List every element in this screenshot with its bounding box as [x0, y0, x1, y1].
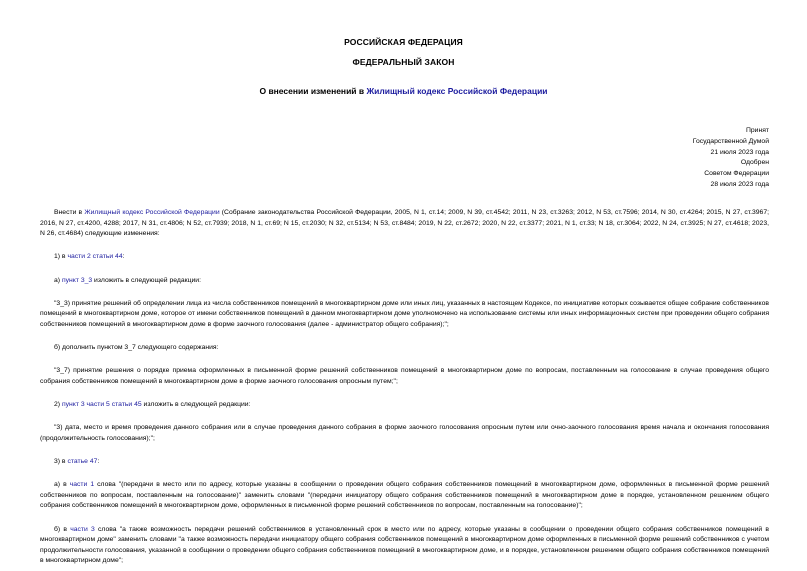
adopted-date: 21 июля 2023 года [710, 148, 769, 156]
item-3 [40, 457, 769, 468]
intro-post: (Собрание законодательства Российской Федерации, 2005, N 1, ст.14; 2009, N 39, ст.4542; 2011, N 23, ст.3263; 2012, N 53, ст.7596; 2014, N 30, ст.4264; 2015, N 27, ст.3967; 2016, N 27, ст.4200, 4288; 2017, N 31, ст.4806; N 52, ст.7939; 2018, N 1, ст.69; N 15, ст.2030; N 32, ст.5134; N 53, ст.8484; 2019, N 22, ст.2672; 2020, N 22, ст.3377; 2021, N 1, ст.33; N 18, ст.3064; 2022, N 24, ст.3925; N 27, ст.4618; 2023, N 26, ст.4684) следующие изменения: [40, 209, 769, 238]
housing-code-body-link[interactable]: Жилищный кодекс Российской Федерации [84, 209, 220, 216]
intro-pre: Внести в [54, 209, 85, 216]
item-1-pre: 1) в [54, 253, 68, 261]
item-1-post: : [122, 253, 125, 261]
law-body [40, 208, 769, 567]
point-3-3-link[interactable]: пункт 3_3 [61, 276, 93, 284]
item-3b-pre: б) в [54, 525, 71, 533]
quote-3-3: "3_3) принятие решений об определении лица из числа собственников помещений в многоквартирном доме или иных лиц, указанных в настоящем Кодексе, по инициативе которых созывается общее собрание собственников помещений в многоквартирном доме, которое от имени собственников помещений в данном многоквартирном доме уполномочено на использование системы или иных информационных систем при проведении общего собрания собственников помещений в многоквартирном доме в форме заочного голосования (далее - администратор общего собрания);"; [40, 299, 769, 328]
part-1-link[interactable]: части 1 [69, 481, 95, 489]
item-3-post: : [97, 458, 100, 466]
quote-point-3: "3) дата, место и время проведения данного собрания или в случае проведения данного собрания в форме заочного голосования опросным путем или очно-заочного голосования время начала и окончания голосования (продолжительность голосования);"; [40, 424, 769, 442]
item-3a [40, 480, 769, 512]
housing-code-link[interactable]: Жилищный кодекс Российской Федерации [366, 86, 548, 96]
approved-by: Советом Федерации [704, 170, 769, 178]
article-44-link[interactable]: статьи 44 [92, 253, 123, 261]
item-3-pre: 3) в [54, 458, 68, 466]
approved-date: 28 июля 2023 года [710, 180, 769, 188]
intro-paragraph [40, 208, 769, 240]
item-1b: б) дополнить пунктом 3_7 следующего содержания: [54, 344, 219, 352]
item-3b [40, 525, 769, 567]
part-5-link[interactable]: части 5 [86, 401, 110, 409]
part-2-link[interactable]: части 2 [67, 253, 91, 261]
law-title [0, 86, 807, 96]
adopted-by: Государственной Думой [692, 137, 769, 145]
approved-label: Одобрен [740, 159, 769, 167]
item-1a-post: изложить в следующей редакции: [92, 276, 201, 284]
country-heading: РОССИЙСКАЯ ФЕДЕРАЦИЯ [344, 37, 463, 47]
adoption-block [629, 126, 769, 191]
item-2-pre: 2) [54, 401, 62, 409]
item-3a-pre: а) в [54, 481, 70, 489]
article-45-link[interactable]: статьи 45 [111, 401, 142, 409]
item-3a-post: слова "(передачи в место или по адресу, которые указаны в сообщении о проведении общего собрания собственников помещений в многоквартирном доме, оформленных в письменной форме решений собственников по вопросам, поставленным на голосование)" заменить словами "(передачи инициатору общего собрания собственников помещений в многоквартирном доме в порядке, установленном решением общего собрания собственников помещений в многоквартирном доме, оформленных в письменной форме решений собственников по вопросам, поставленным на голосование)"; [40, 481, 769, 510]
law-title-prefix: О внесении изменений в [259, 86, 367, 96]
point-3-link[interactable]: пункт 3 [61, 401, 85, 409]
item-1a-pre: а) [54, 276, 62, 284]
law-type-heading: ФЕДЕРАЛЬНЫЙ ЗАКОН [352, 57, 455, 67]
part-3-link[interactable]: части 3 [70, 525, 95, 533]
item-2 [40, 400, 769, 411]
quote-3-7: "3_7) принятие решения о порядке приема оформленных в письменной форме решений собственников помещений в многоквартирном доме по вопросам, поставленным на голосование в случае проведения общего собрания собственников помещений в многоквартирном доме в форме заочного голосования опросным путем;"; [40, 367, 769, 385]
item-1 [40, 252, 769, 263]
adopted-label: Принят [745, 127, 769, 134]
item-1a [40, 276, 769, 287]
item-3b-post: слова "а также возможность передачи решений собственников в установленный срок в место или по адресу, которые указаны в сообщении о проведении общего собрания собственников помещений в многоквартирном доме" заменить словами "а также возможность передачи инициатору общего собрания собственников помещений в многоквартирном доме оформленных в письменной форме решений собственников с учетом продолжительности голосования, указанной в сообщении о проведении общего собрания собственников помещений в многоквартирном доме, и в порядке, установленном решением общего собрания собственников помещений в многоквартирном доме"; [40, 525, 769, 565]
article-47-link[interactable]: статье 47 [67, 458, 98, 466]
item-2-post: изложить в следующей редакции: [141, 401, 251, 409]
